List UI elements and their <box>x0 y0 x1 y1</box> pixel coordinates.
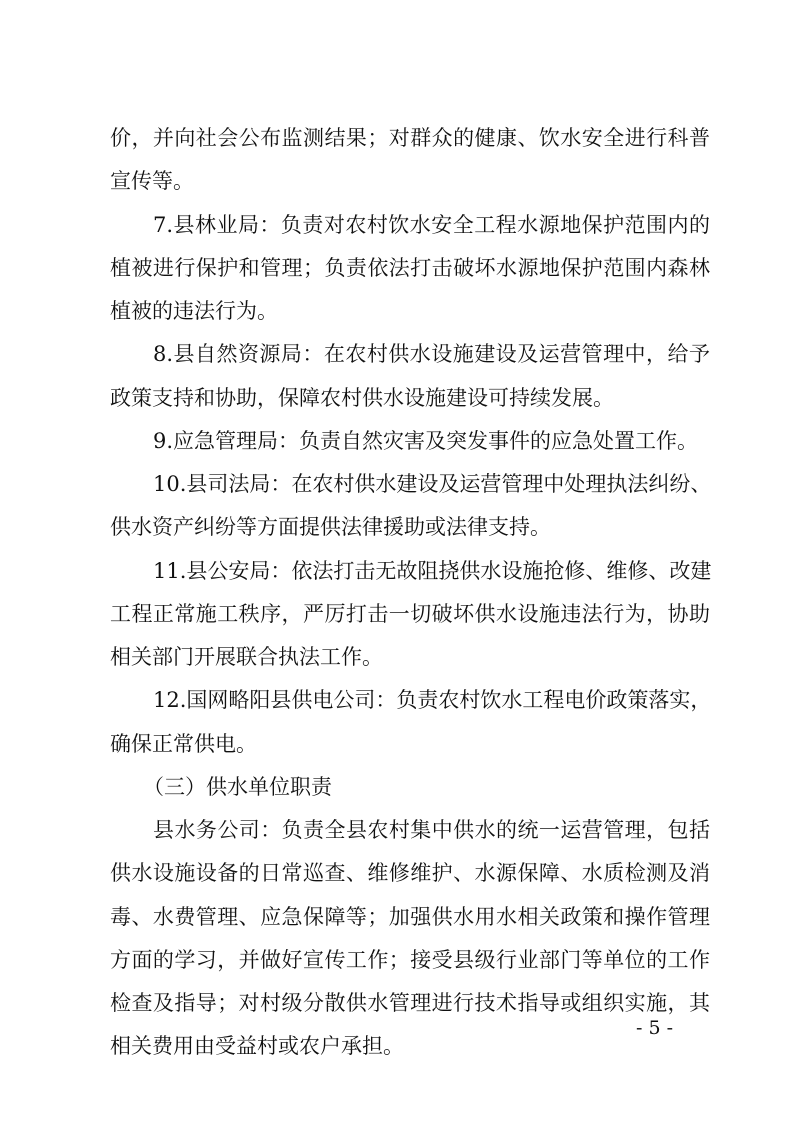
paragraph-public-security-bureau: 11.县公安局：依法打击无故阻挠供水设施抢修、维修、改建 <box>153 559 712 583</box>
text-line: 宣传等。 <box>110 169 194 193</box>
paragraph-water-company: 县水务公司：负责全县农村集中供水的统一运营管理，包括 <box>153 818 710 842</box>
text-line: 确保正常供电。 <box>110 732 257 756</box>
page-number: - 5 - <box>636 1017 674 1039</box>
text-line: 毒、水费管理、应急保障等；加强供水用水相关政策和操作管理 <box>110 905 710 929</box>
paragraph-emergency-management: 9.应急管理局：负责自然灾害及突发事件的应急处置工作。 <box>153 429 699 453</box>
paragraph-natural-resources-bureau: 8.县自然资源局：在农村供水设施建设及运营管理中，给予 <box>153 342 710 366</box>
paragraph-forestry-bureau: 7.县林业局：负责对农村饮水安全工程水源地保护范围内的 <box>153 213 710 237</box>
text-line: 政策支持和协助，保障农村供水设施建设可持续发展。 <box>110 386 614 410</box>
text-line: 方面的学习，并做好宣传工作；接受县级行业部门等单位的工作 <box>110 948 710 972</box>
section-heading: （三）供水单位职责 <box>143 775 332 799</box>
paragraph-justice-bureau: 10.县司法局：在农村供水建设及运营管理中处理执法纠纷、 <box>153 472 712 496</box>
text-line: 工程正常施工秩序，严厉打击一切破坏供水设施违法行为，协助 <box>110 602 710 626</box>
text-line: 植被进行保护和管理；负责依法打击破坏水源地保护范围内森林 <box>110 256 710 280</box>
text-line: 相关部门开展联合执法工作。 <box>110 645 383 669</box>
text-line: 植被的违法行为。 <box>110 299 278 323</box>
text-line: 检查及指导；对村级分散供水管理进行技术指导或组织实施，其 <box>110 991 710 1015</box>
text-line: 价，并向社会公布监测结果；对群众的健康、饮水安全进行科普 <box>110 126 710 150</box>
text-line: 供水设施设备的日常巡查、维修维护、水源保障、水质检测及消 <box>110 861 710 885</box>
text-line: 相关费用由受益村或农户承担。 <box>110 1034 404 1058</box>
text-line: 供水资产纠纷等方面提供法律援助或法律支持。 <box>110 515 551 539</box>
paragraph-power-supply-company: 12.国网略阳县供电公司：负责农村饮水工程电价政策落实， <box>153 688 712 712</box>
